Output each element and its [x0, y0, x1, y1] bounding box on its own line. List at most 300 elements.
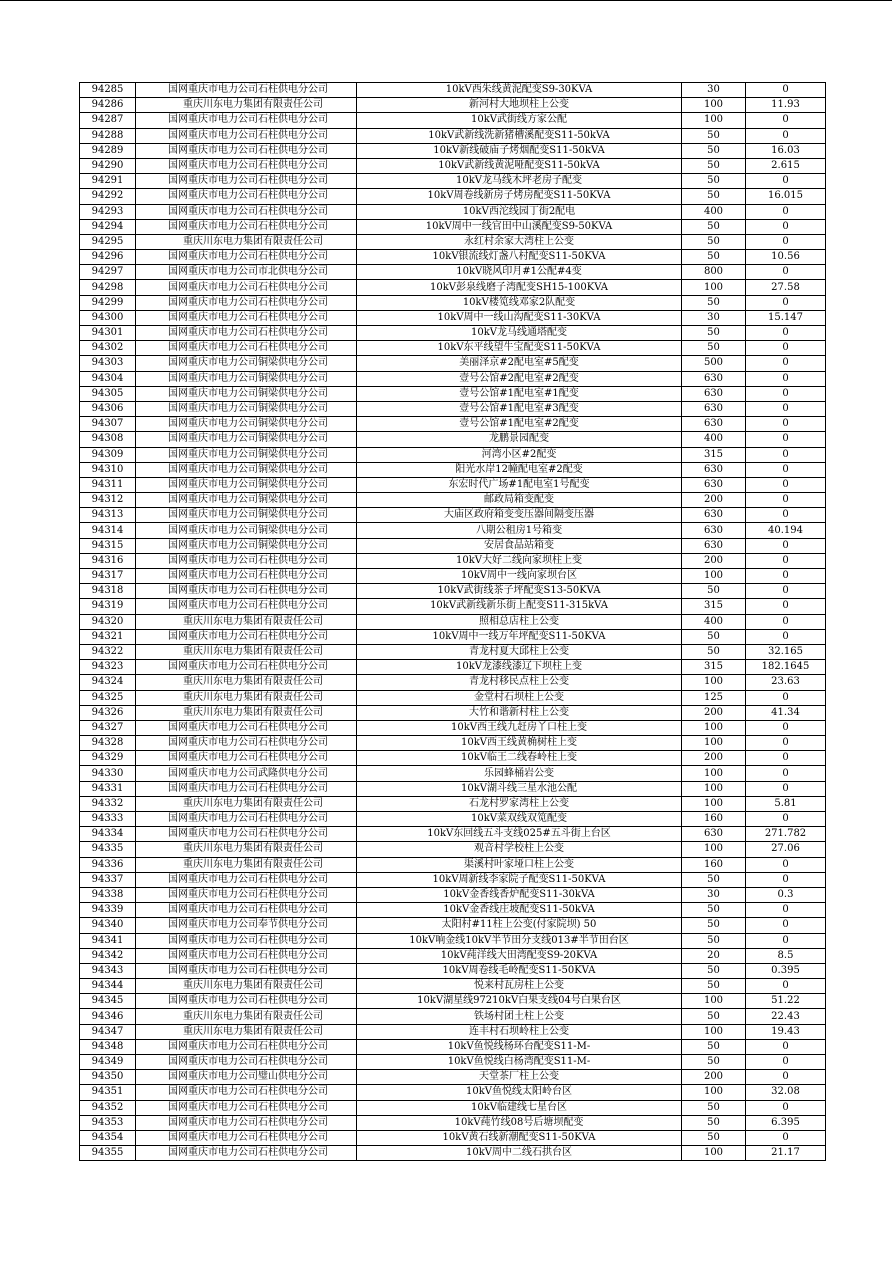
row-id-cell: 94342 [80, 948, 136, 963]
capacity-cell: 50 [682, 1115, 746, 1130]
row-id-cell: 94315 [80, 538, 136, 553]
table-row [80, 265, 826, 280]
page-top-rule [0, 0, 892, 1]
transformer-name-cell: 铁场村团土柱上公变 [357, 1009, 682, 1024]
table-row [80, 599, 826, 614]
company-cell: 国网重庆市电力公司石柱供电分公司 [136, 948, 357, 963]
table-row [80, 371, 826, 386]
capacity-cell: 50 [682, 250, 746, 265]
capacity-cell: 630 [682, 523, 746, 538]
transformer-name-cell: 10kV西王线黄桷树柱上变 [357, 736, 682, 751]
transformer-name-cell: 安居食品站箱变 [357, 538, 682, 553]
transformer-name-cell: 壹号公馆#1配电室#3配变 [357, 401, 682, 416]
table-row [80, 842, 826, 857]
company-cell: 国网重庆市电力公司石柱供电分公司 [136, 1115, 357, 1130]
table-row [80, 720, 826, 735]
row-id-cell: 94324 [80, 675, 136, 690]
row-id-cell: 94352 [80, 1100, 136, 1115]
capacity-cell: 30 [682, 887, 746, 902]
capacity-cell: 630 [682, 386, 746, 401]
row-id-cell: 94289 [80, 143, 136, 158]
row-id-cell: 94300 [80, 310, 136, 325]
company-cell: 国网重庆市电力公司石柱供电分公司 [136, 812, 357, 827]
transformer-name-cell: 龙鹏景园配变 [357, 432, 682, 447]
row-id-cell: 94294 [80, 219, 136, 234]
transformer-name-cell: 10kV武街线茶子坪配变S13-50KVA [357, 584, 682, 599]
table-row [80, 614, 826, 629]
row-id-cell: 94322 [80, 644, 136, 659]
value-cell: 271.782 [746, 827, 826, 842]
company-cell: 国网重庆市电力公司石柱供电分公司 [136, 781, 357, 796]
value-cell: 40.194 [746, 523, 826, 538]
transformer-name-cell: 天堂茶厂柱上公变 [357, 1070, 682, 1085]
transformer-name-cell: 10kV武新线新乐街上配变S11-315kVA [357, 599, 682, 614]
capacity-cell: 100 [682, 1024, 746, 1039]
row-id-cell: 94343 [80, 963, 136, 978]
capacity-cell: 50 [682, 174, 746, 189]
transformer-name-cell: 大竹和谐新村柱上公变 [357, 705, 682, 720]
transformer-name-cell: 邮政局箱变配变 [357, 493, 682, 508]
table-row [80, 979, 826, 994]
company-cell: 国网重庆市电力公司石柱供电分公司 [136, 158, 357, 173]
value-cell: 0 [746, 432, 826, 447]
value-cell: 11.93 [746, 98, 826, 113]
company-cell: 重庆川东电力集团有限责任公司 [136, 857, 357, 872]
table-row [80, 994, 826, 1009]
company-cell: 国网重庆市电力公司奉节供电分公司 [136, 918, 357, 933]
capacity-cell: 30 [682, 83, 746, 98]
capacity-cell: 800 [682, 265, 746, 280]
row-id-cell: 94340 [80, 918, 136, 933]
transformer-name-cell: 东宏时代广场#1配电室1号配变 [357, 477, 682, 492]
table-row [80, 128, 826, 143]
transformer-name-cell: 连丰村石坝岭柱上公变 [357, 1024, 682, 1039]
row-id-cell: 94302 [80, 341, 136, 356]
value-cell: 8.5 [746, 948, 826, 963]
capacity-cell: 50 [682, 933, 746, 948]
row-id-cell: 94331 [80, 781, 136, 796]
table-row [80, 417, 826, 432]
transformer-name-cell: 新河村大地坝柱上公变 [357, 98, 682, 113]
value-cell: 27.58 [746, 280, 826, 295]
table-row [80, 447, 826, 462]
capacity-cell: 200 [682, 493, 746, 508]
row-id-cell: 94316 [80, 553, 136, 568]
capacity-cell: 630 [682, 417, 746, 432]
capacity-cell: 50 [682, 1009, 746, 1024]
value-cell: 0 [746, 204, 826, 219]
capacity-cell: 630 [682, 401, 746, 416]
table-row [80, 341, 826, 356]
company-cell: 重庆川东电力集团有限责任公司 [136, 1024, 357, 1039]
transformer-name-cell: 10kV周卷线毛岭配变S11-50KVA [357, 963, 682, 978]
value-cell: 6.395 [746, 1115, 826, 1130]
transformer-table [79, 82, 826, 1161]
row-id-cell: 94321 [80, 629, 136, 644]
row-id-cell: 94320 [80, 614, 136, 629]
value-cell: 0 [746, 477, 826, 492]
row-id-cell: 94288 [80, 128, 136, 143]
value-cell: 0.3 [746, 887, 826, 902]
value-cell: 0 [746, 113, 826, 128]
company-cell: 国网重庆市电力公司石柱供电分公司 [136, 720, 357, 735]
transformer-name-cell: 10kV临建线七星台区 [357, 1100, 682, 1115]
transformer-name-cell: 壹号公馆#1配电室#1配变 [357, 386, 682, 401]
capacity-cell: 50 [682, 1039, 746, 1054]
company-cell: 国网重庆市电力公司铜梁供电分公司 [136, 538, 357, 553]
table-row [80, 1130, 826, 1145]
row-id-cell: 94338 [80, 887, 136, 902]
transformer-name-cell: 10kV周卷线新房子烤房配变S11-50KVA [357, 189, 682, 204]
value-cell: 0 [746, 872, 826, 887]
transformer-name-cell: 壹号公馆#2配电室#2配变 [357, 371, 682, 386]
company-cell: 国网重庆市电力公司石柱供电分公司 [136, 310, 357, 325]
company-cell: 国网重庆市电力公司石柱供电分公司 [136, 963, 357, 978]
transformer-name-cell: 石龙村罗家湾柱上公变 [357, 796, 682, 811]
value-cell: 23.63 [746, 675, 826, 690]
capacity-cell: 100 [682, 720, 746, 735]
row-id-cell: 94323 [80, 660, 136, 675]
value-cell: 0 [746, 979, 826, 994]
table-row [80, 644, 826, 659]
company-cell: 重庆川东电力集团有限责任公司 [136, 979, 357, 994]
company-cell: 国网重庆市电力公司石柱供电分公司 [136, 1100, 357, 1115]
row-id-cell: 94345 [80, 994, 136, 1009]
capacity-cell: 100 [682, 796, 746, 811]
capacity-cell: 50 [682, 903, 746, 918]
transformer-name-cell: 10kV金香线香炉配变S11-30kVA [357, 887, 682, 902]
table-row [80, 553, 826, 568]
company-cell: 国网重庆市电力公司铜梁供电分公司 [136, 462, 357, 477]
table-row [80, 83, 826, 98]
value-cell: 10.56 [746, 250, 826, 265]
company-cell: 国网重庆市电力公司石柱供电分公司 [136, 189, 357, 204]
row-id-cell: 94312 [80, 493, 136, 508]
company-cell: 国网重庆市电力公司石柱供电分公司 [136, 128, 357, 143]
transformer-name-cell: 10kV西沱线园丁街2配电 [357, 204, 682, 219]
table-row [80, 401, 826, 416]
value-cell: 0 [746, 766, 826, 781]
capacity-cell: 50 [682, 918, 746, 933]
transformer-name-cell: 大庙区政府箱变变压器间隔变压器 [357, 508, 682, 523]
capacity-cell: 100 [682, 569, 746, 584]
capacity-cell: 400 [682, 432, 746, 447]
table-row [80, 1100, 826, 1115]
value-cell: 0 [746, 720, 826, 735]
table-row [80, 705, 826, 720]
row-id-cell: 94292 [80, 189, 136, 204]
row-id-cell: 94306 [80, 401, 136, 416]
row-id-cell: 94347 [80, 1024, 136, 1039]
company-cell: 国网重庆市电力公司石柱供电分公司 [136, 660, 357, 675]
value-cell: 0 [746, 83, 826, 98]
row-id-cell: 94310 [80, 462, 136, 477]
row-id-cell: 94290 [80, 158, 136, 173]
table-row [80, 523, 826, 538]
row-id-cell: 94350 [80, 1070, 136, 1085]
value-cell: 19.43 [746, 1024, 826, 1039]
transformer-name-cell: 10kV龙漆线漆辽下坝柱上变 [357, 660, 682, 675]
table-row [80, 1024, 826, 1039]
company-cell: 国网重庆市电力公司璧山供电分公司 [136, 1070, 357, 1085]
value-cell: 182.1645 [746, 660, 826, 675]
company-cell: 重庆川东电力集团有限责任公司 [136, 690, 357, 705]
value-cell: 0 [746, 584, 826, 599]
transformer-name-cell: 10kV西朱线黄泥配变S9-30KVA [357, 83, 682, 98]
transformer-name-cell: 悦来村瓦房柱上公变 [357, 979, 682, 994]
company-cell: 国网重庆市电力公司铜梁供电分公司 [136, 508, 357, 523]
table-row [80, 295, 826, 310]
company-cell: 国网重庆市电力公司石柱供电分公司 [136, 113, 357, 128]
capacity-cell: 630 [682, 371, 746, 386]
value-cell: 0 [746, 265, 826, 280]
transformer-name-cell: 10kV周中一线官田中山溪配变S9-50KVA [357, 219, 682, 234]
transformer-name-cell: 10kV西王线九赶房丫口柱上变 [357, 720, 682, 735]
table-row [80, 872, 826, 887]
company-cell: 国网重庆市电力公司石柱供电分公司 [136, 174, 357, 189]
row-id-cell: 94334 [80, 827, 136, 842]
table-row [80, 857, 826, 872]
company-cell: 国网重庆市电力公司石柱供电分公司 [136, 1130, 357, 1145]
capacity-cell: 100 [682, 1085, 746, 1100]
value-cell: 0 [746, 781, 826, 796]
table-row [80, 1055, 826, 1070]
capacity-cell: 315 [682, 599, 746, 614]
value-cell: 0 [746, 219, 826, 234]
value-cell: 21.17 [746, 1146, 826, 1161]
table-row [80, 143, 826, 158]
row-id-cell: 94336 [80, 857, 136, 872]
transformer-name-cell: 乐园蜂桶岩公变 [357, 766, 682, 781]
transformer-name-cell: 青龙村移民点柱上公变 [357, 675, 682, 690]
row-id-cell: 94293 [80, 204, 136, 219]
value-cell: 0 [746, 371, 826, 386]
capacity-cell: 50 [682, 979, 746, 994]
company-cell: 国网重庆市电力公司铜梁供电分公司 [136, 493, 357, 508]
table-row [80, 310, 826, 325]
capacity-cell: 100 [682, 280, 746, 295]
row-id-cell: 94309 [80, 447, 136, 462]
transformer-name-cell: 10kV鱼悦线太阳岭台区 [357, 1085, 682, 1100]
transformer-name-cell: 10kV龙马线通塔配变 [357, 326, 682, 341]
company-cell: 国网重庆市电力公司石柱供电分公司 [136, 827, 357, 842]
company-cell: 国网重庆市电力公司铜梁供电分公司 [136, 477, 357, 492]
value-cell: 2.615 [746, 158, 826, 173]
value-cell: 0 [746, 386, 826, 401]
table-row [80, 204, 826, 219]
row-id-cell: 94311 [80, 477, 136, 492]
value-cell: 22.43 [746, 1009, 826, 1024]
transformer-name-cell: 10kV黄石线新潮配变S11-50KVA [357, 1130, 682, 1145]
value-cell: 16.03 [746, 143, 826, 158]
table-row [80, 1115, 826, 1130]
transformer-name-cell: 壹号公馆#1配电室#2配变 [357, 417, 682, 432]
transformer-name-cell: 永红村余家大湾柱上公变 [357, 234, 682, 249]
value-cell: 0 [746, 493, 826, 508]
value-cell: 0 [746, 326, 826, 341]
company-cell: 重庆川东电力集团有限责任公司 [136, 705, 357, 720]
table-row [80, 508, 826, 523]
capacity-cell: 50 [682, 872, 746, 887]
capacity-cell: 50 [682, 158, 746, 173]
company-cell: 国网重庆市电力公司铜梁供电分公司 [136, 401, 357, 416]
table-row [80, 432, 826, 447]
transformer-name-cell: 太阳村#11柱上公变(付家院坝) 50 [357, 918, 682, 933]
company-cell: 国网重庆市电力公司市北供电分公司 [136, 265, 357, 280]
table-row [80, 660, 826, 675]
capacity-cell: 50 [682, 219, 746, 234]
value-cell: 0 [746, 462, 826, 477]
value-cell: 0 [746, 356, 826, 371]
company-cell: 国网重庆市电力公司石柱供电分公司 [136, 887, 357, 902]
table-row [80, 477, 826, 492]
row-id-cell: 94317 [80, 569, 136, 584]
transformer-name-cell: 10kV鱼悦线杨环台配变S11-M- [357, 1039, 682, 1054]
value-cell: 0 [746, 903, 826, 918]
capacity-cell: 50 [682, 341, 746, 356]
company-cell: 重庆川东电力集团有限责任公司 [136, 614, 357, 629]
table-row [80, 781, 826, 796]
capacity-cell: 630 [682, 508, 746, 523]
table-row [80, 903, 826, 918]
transformer-name-cell: 阳光水岸12幢配电室#2配变 [357, 462, 682, 477]
company-cell: 国网重庆市电力公司石柱供电分公司 [136, 1039, 357, 1054]
table-row [80, 629, 826, 644]
transformer-name-cell: 美丽泽京#2配电室#5配变 [357, 356, 682, 371]
row-id-cell: 94297 [80, 265, 136, 280]
table-row [80, 1146, 826, 1161]
value-cell: 0 [746, 1100, 826, 1115]
row-id-cell: 94304 [80, 371, 136, 386]
company-cell: 国网重庆市电力公司石柱供电分公司 [136, 569, 357, 584]
transformer-name-cell: 10kV湖星线97210kV白果支线04号白果台区 [357, 994, 682, 1009]
table-row [80, 1070, 826, 1085]
company-cell: 重庆川东电力集团有限责任公司 [136, 234, 357, 249]
company-cell: 国网重庆市电力公司石柱供电分公司 [136, 994, 357, 1009]
row-id-cell: 94327 [80, 720, 136, 735]
company-cell: 国网重庆市电力公司石柱供电分公司 [136, 326, 357, 341]
capacity-cell: 50 [682, 189, 746, 204]
row-id-cell: 94299 [80, 295, 136, 310]
company-cell: 国网重庆市电力公司铜梁供电分公司 [136, 371, 357, 386]
company-cell: 重庆川东电力集团有限责任公司 [136, 842, 357, 857]
transformer-name-cell: 10kV湖斗线三星水池公配 [357, 781, 682, 796]
capacity-cell: 100 [682, 113, 746, 128]
value-cell: 0 [746, 751, 826, 766]
company-cell: 国网重庆市电力公司石柱供电分公司 [136, 1085, 357, 1100]
transformer-name-cell: 10kV武新线黄泥哑配变S11-50kVA [357, 158, 682, 173]
table-row [80, 948, 826, 963]
table-row [80, 1085, 826, 1100]
capacity-cell: 160 [682, 857, 746, 872]
row-id-cell: 94305 [80, 386, 136, 401]
row-id-cell: 94286 [80, 98, 136, 113]
value-cell: 0 [746, 174, 826, 189]
table-row [80, 98, 826, 113]
capacity-cell: 100 [682, 675, 746, 690]
company-cell: 重庆川东电力集团有限责任公司 [136, 644, 357, 659]
row-id-cell: 94308 [80, 432, 136, 447]
company-cell: 国网重庆市电力公司石柱供电分公司 [136, 584, 357, 599]
value-cell: 0 [746, 401, 826, 416]
company-cell: 国网重庆市电力公司石柱供电分公司 [136, 933, 357, 948]
row-id-cell: 94328 [80, 736, 136, 751]
value-cell: 0.395 [746, 963, 826, 978]
capacity-cell: 50 [682, 143, 746, 158]
row-id-cell: 94301 [80, 326, 136, 341]
row-id-cell: 94346 [80, 1009, 136, 1024]
capacity-cell: 630 [682, 477, 746, 492]
capacity-cell: 50 [682, 1055, 746, 1070]
company-cell: 国网重庆市电力公司石柱供电分公司 [136, 629, 357, 644]
row-id-cell: 94285 [80, 83, 136, 98]
transformer-name-cell: 10kV大好二线向家坝柱上变 [357, 553, 682, 568]
company-cell: 重庆川东电力集团有限责任公司 [136, 675, 357, 690]
company-cell: 国网重庆市电力公司铜梁供电分公司 [136, 432, 357, 447]
value-cell: 0 [746, 736, 826, 751]
row-id-cell: 94348 [80, 1039, 136, 1054]
table-row [80, 113, 826, 128]
value-cell: 32.08 [746, 1085, 826, 1100]
row-id-cell: 94295 [80, 234, 136, 249]
capacity-cell: 50 [682, 584, 746, 599]
table-row [80, 812, 826, 827]
capacity-cell: 630 [682, 462, 746, 477]
value-cell: 27.06 [746, 842, 826, 857]
table-body [80, 83, 826, 1161]
row-id-cell: 94337 [80, 872, 136, 887]
row-id-cell: 94296 [80, 250, 136, 265]
transformer-name-cell: 10kV金香线庄坡配变S11-50kVA [357, 903, 682, 918]
row-id-cell: 94307 [80, 417, 136, 432]
row-id-cell: 94349 [80, 1055, 136, 1070]
transformer-name-cell: 河湾小区#2配变 [357, 447, 682, 462]
row-id-cell: 94355 [80, 1146, 136, 1161]
value-cell: 0 [746, 1130, 826, 1145]
value-cell: 0 [746, 553, 826, 568]
transformer-name-cell: 10kV银流线灯盏八村配变S11-50KVA [357, 250, 682, 265]
capacity-cell: 50 [682, 629, 746, 644]
company-cell: 国网重庆市电力公司铜梁供电分公司 [136, 447, 357, 462]
transformer-name-cell: 10kV东平线望牛宝配变S11-50KVA [357, 341, 682, 356]
transformer-name-cell: 10kV菜双线双笕配变 [357, 812, 682, 827]
company-cell: 国网重庆市电力公司石柱供电分公司 [136, 204, 357, 219]
capacity-cell: 400 [682, 204, 746, 219]
transformer-name-cell: 10kV龙马线木坪老房子配变 [357, 174, 682, 189]
table-row [80, 234, 826, 249]
company-cell: 国网重庆市电力公司石柱供电分公司 [136, 736, 357, 751]
value-cell: 41.34 [746, 705, 826, 720]
table-row [80, 963, 826, 978]
row-id-cell: 94314 [80, 523, 136, 538]
transformer-name-cell: 10kV东回线五斗支线025#五斗街上台区 [357, 827, 682, 842]
table-row [80, 751, 826, 766]
capacity-cell: 100 [682, 1146, 746, 1161]
transformer-name-cell: 八期公租房1号箱变 [357, 523, 682, 538]
table-row [80, 827, 826, 842]
capacity-cell: 50 [682, 644, 746, 659]
capacity-cell: 315 [682, 660, 746, 675]
capacity-cell: 100 [682, 98, 746, 113]
capacity-cell: 30 [682, 310, 746, 325]
value-cell: 0 [746, 690, 826, 705]
transformer-name-cell: 10kV鱼悦线白杨湾配变S11-M- [357, 1055, 682, 1070]
transformer-name-cell: 10kV楼笕线邓家2队配变 [357, 295, 682, 310]
capacity-cell: 200 [682, 705, 746, 720]
row-id-cell: 94330 [80, 766, 136, 781]
transformer-name-cell: 10kV晓风印月#1公配#4变 [357, 265, 682, 280]
company-cell: 国网重庆市电力公司石柱供电分公司 [136, 599, 357, 614]
